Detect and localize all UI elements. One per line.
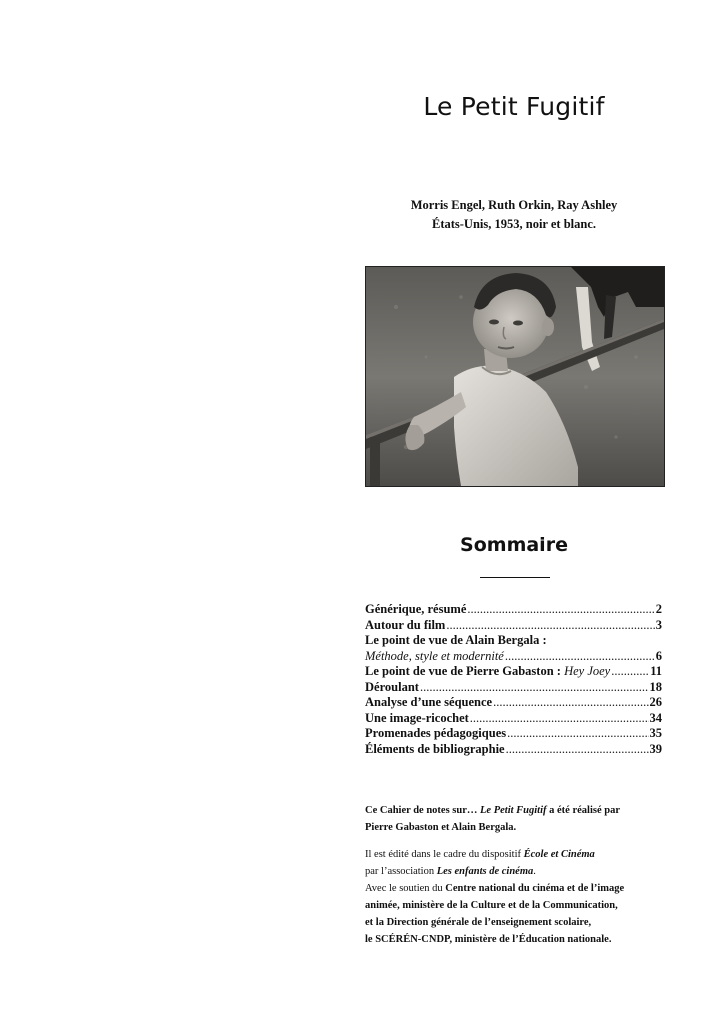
photo-boy-at-fence-icon [366,267,664,486]
toc-item-page: 6 [655,648,662,663]
toc-item-label: Le point de vue de Pierre Gabaston : Hey Joey [365,664,611,678]
toc-item-page: 2 [655,602,662,616]
colophon-publisher-line2: par l’association Les enfants de cinéma. [365,866,536,877]
credits-origin: États-Unis, 1953, noir et blanc. [431,217,596,231]
toc-item-gabaston[interactable] [365,664,662,680]
toc-item-page: 39 [649,741,662,756]
toc-leader-dots [470,711,649,727]
toc-leader-dots [467,602,654,618]
toc-item-autour[interactable] [365,618,662,634]
heading-divider [480,577,550,578]
toc-leader-dots [507,726,648,742]
colophon-support-line2: animée, ministère de la Culture et de la Communication, [365,900,618,911]
document-title: Le Petit Fugitif [423,92,605,121]
toc-item-label: Autour du film [365,617,446,632]
toc-item-methode[interactable] [365,649,662,665]
toc-leader-dots [493,695,648,711]
toc-item-deroulant[interactable] [365,680,662,696]
toc-item-label: Une image-ricochet [365,710,469,725]
toc-leader-dots [420,680,649,696]
toc-item-italic-title: Hey Joey [564,664,611,678]
toc-item-bergala-heading [365,633,662,649]
toc-item-page: 3 [655,617,662,632]
toc-item-label: Promenades pédagogiques [365,726,507,740]
toc-item-analyse[interactable] [365,695,662,711]
toc-item-page: 34 [649,710,662,725]
toc-item-image-ricochet[interactable] [365,711,662,727]
toc-item-page: 35 [649,726,662,740]
colophon-authors-line1: Ce Cahier de notes sur… Le Petit Fugitif a été réalisé par [365,805,620,816]
toc-leader-dots [446,618,654,634]
toc-item-page: 18 [649,679,662,694]
colophon-publisher-line1: Il est édité dans le cadre du dispositif École et Cinéma [365,849,595,860]
toc-item-page: 11 [650,664,662,678]
toc-leader-dots [505,649,655,665]
colophon-support-line1: Avec le soutien du Centre national du cinéma et de l’image [365,883,625,894]
film-still-photo [365,266,665,487]
toc-item-page: 26 [649,695,662,709]
toc-item-promenades[interactable] [365,726,662,742]
credits-authors: Morris Engel, Ruth Orkin, Ray Ashley [410,198,618,212]
toc-item-label: Générique, résumé [365,602,467,616]
colophon-spacer [365,836,665,846]
film-credits [364,196,664,234]
table-of-contents [365,602,662,757]
toc-item-label: Analyse d’une séquence [365,695,493,709]
toc-item-label: Éléments de bibliographie [365,741,505,756]
sommaire-heading: Sommaire [460,534,568,556]
colophon [365,802,665,948]
colophon-support-line3: et la Direction générale de l’enseignement scolaire, [365,917,592,928]
colophon-support-line4: le SCÉRÉN-CNDP, ministère de l’Éducation nationale. [365,934,612,945]
toc-item-bibliographie[interactable] [365,742,662,758]
toc-item-label: Le point de vue de Alain Bergala : [365,633,547,647]
toc-leader-dots [506,742,649,758]
toc-item-label: Méthode, style et modernité [365,648,504,663]
toc-item-generique[interactable] [365,602,662,618]
toc-leader-dots [611,664,649,680]
toc-item-label: Déroulant [365,679,419,694]
colophon-authors-line2: Pierre Gabaston et Alain Bergala. [365,822,517,833]
